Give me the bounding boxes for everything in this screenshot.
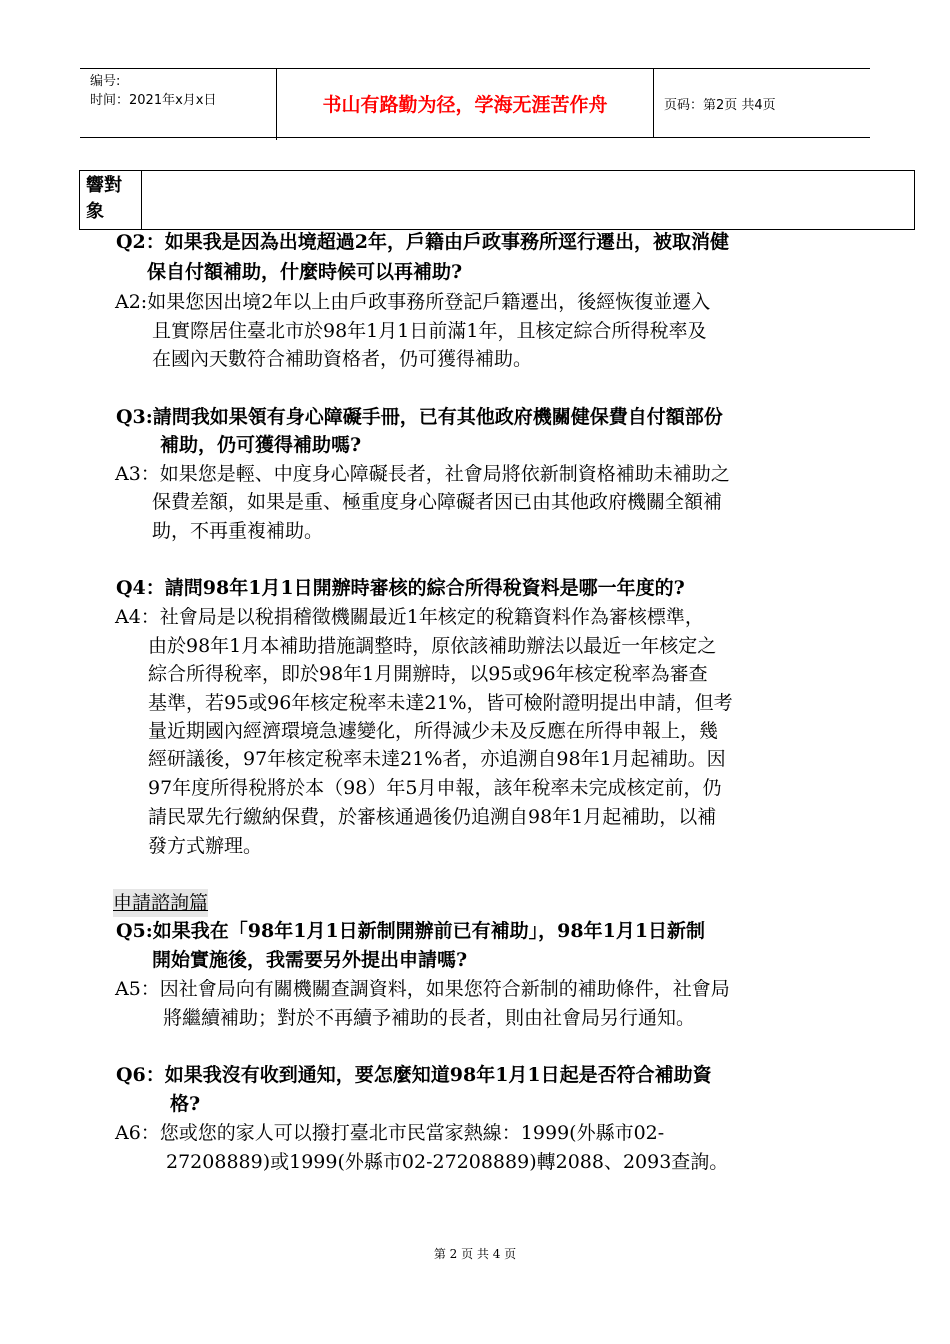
a4-line7: 97年度所得稅將於本（98）年5月申報，該年稅率未完成核定前，仍 <box>148 777 722 799</box>
header-meta <box>80 69 277 140</box>
header-motto: 书山有路勤为径，学海无涯苦作舟 <box>277 69 654 137</box>
a4-line8: 請民眾先行繳納保費，於審核通過後仍追溯自98年1月起補助，以補 <box>148 806 717 828</box>
page-header <box>80 68 870 138</box>
q5-line1: Q5:如果我在「98年1月1日新制開辦前已有補助」，98年1月1日新制 <box>116 920 706 942</box>
a4-line6: 經研議後，97年核定稅率未達21%者，亦追溯自98年1月起補助。因 <box>148 748 726 770</box>
q3-line1: Q3:請問我如果領有身心障礙手冊，已有其他政府機關健保費自付額部份 <box>116 406 723 428</box>
table-label-cell <box>80 171 142 229</box>
a5-line1: A5：因社會局向有關機關查調資料，如果您符合新制的補助條件，社會局 <box>115 978 730 1000</box>
a4-line4: 基準，若95或96年核定稅率未達21%，皆可檢附證明提出申請，但考 <box>148 692 733 714</box>
a2-line2: 且實際居住臺北市於98年1月1日前滿1年，且核定綜合所得稅率及 <box>152 320 707 342</box>
date-label: 时间：2021年x月x日 <box>90 93 217 108</box>
page-footer: 第 2 页 共 4 页 <box>433 1247 517 1261</box>
q6-line2: 格? <box>170 1093 201 1115</box>
table-label-line1: 響對 <box>86 175 122 196</box>
a4-line3: 綜合所得稅率，即於98年1月開辦時，以95或96年核定稅率為審查 <box>148 663 708 685</box>
section-heading: 申請諮詢篇 <box>113 889 208 917</box>
target-table <box>79 170 915 230</box>
a4-line9: 發方式辦理。 <box>148 835 263 857</box>
code-label: 编号: <box>90 74 121 89</box>
a6-line1: A6：您或您的家人可以撥打臺北市民當家熱線：1999(外縣市02- <box>115 1122 665 1144</box>
a3-line1: A3：如果您是輕、中度身心障礙長者，社會局將依新制資格補助未補助之 <box>115 463 730 485</box>
a5-line2: 將繼續補助；對於不再續予補助的長者，則由社會局另行通知。 <box>163 1007 696 1029</box>
table-label-line2: 象 <box>86 201 104 222</box>
a3-line3: 助，不再重複補助。 <box>152 520 324 542</box>
q4-line1: Q4：請問98年1月1日開辦時審核的綜合所得稅資料是哪一年度的? <box>116 577 685 599</box>
a4-line1: A4：社會局是以稅捐稽徵機關最近1年核定的稅籍資料作為審核標準， <box>115 606 704 628</box>
a2-line1: A2:如果您因出境2年以上由戶政事務所登記戶籍遷出，後經恢復並遷入 <box>115 291 711 313</box>
q6-line1: Q6：如果我沒有收到通知，要怎麼知道98年1月1日起是否符合補助資 <box>116 1064 712 1086</box>
q2-line2: 保自付額補助，什麼時候可以再補助? <box>147 261 463 283</box>
q3-line2: 補助，仍可獲得補助嗎? <box>160 434 362 456</box>
header-page-info: 页码：第2页 共4页 <box>664 97 776 113</box>
a2-line3: 在國內天數符合補助資格者，仍可獲得補助。 <box>152 348 533 370</box>
a6-line2: 27208889)或1999(外縣市02-27208889)轉2088、2093查詢。 <box>166 1151 729 1173</box>
a3-line2: 保費差額，如果是重、極重度身心障礙者因已由其他政府機關全額補 <box>152 491 723 513</box>
q2-line1: Q2：如果我是因為出境超過2年，戶籍由戶政事務所逕行遷出，被取消健 <box>116 231 729 253</box>
a4-line5: 量近期國內經濟環境急遽變化，所得減少未及反應在所得申報上，幾 <box>148 720 719 742</box>
q5-line2: 開始實施後，我需要另外提出申請嗎? <box>152 949 468 971</box>
a4-line2: 由於98年1月本補助措施調整時，原依該補助辦法以最近一年核定之 <box>148 635 717 657</box>
